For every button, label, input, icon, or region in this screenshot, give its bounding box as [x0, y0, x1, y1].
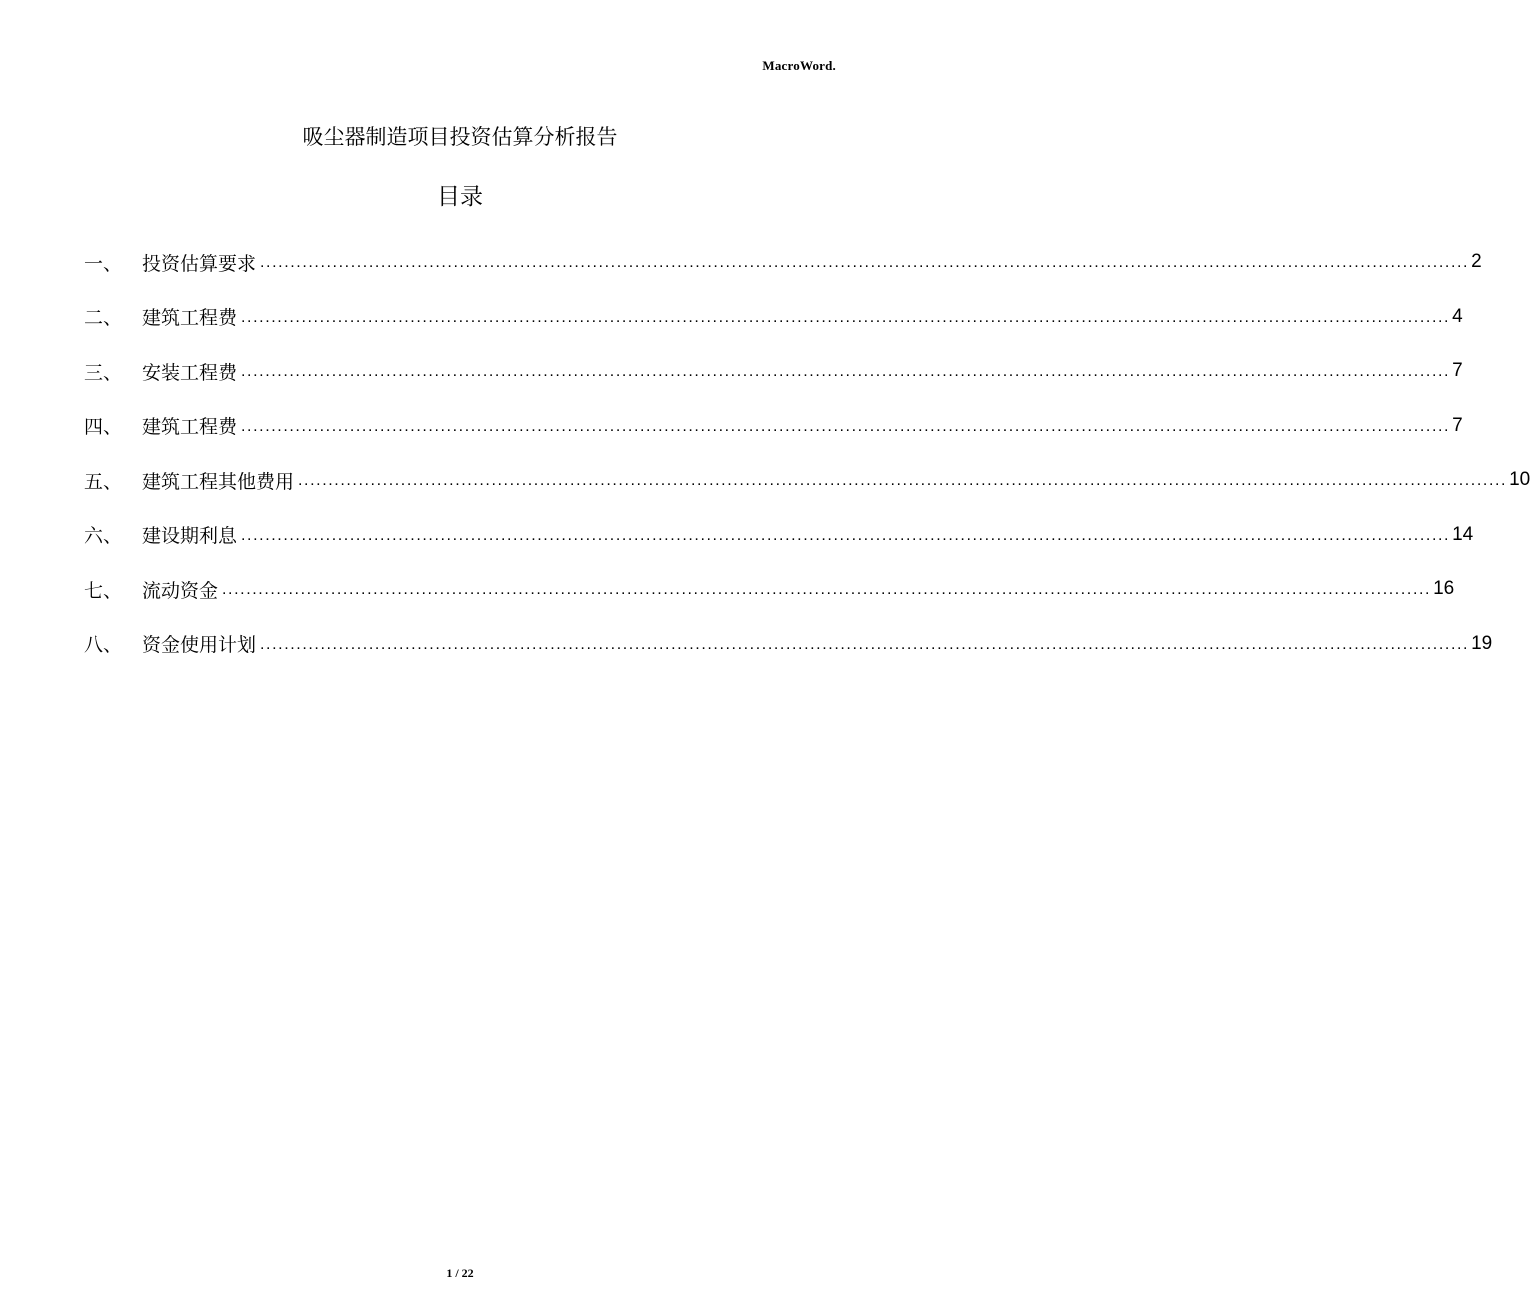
toc-entry-number: 四、	[84, 416, 123, 439]
toc-entry-page: 7	[1452, 360, 1463, 382]
toc-entry-page: 4	[1452, 305, 1463, 327]
toc-entry[interactable]	[84, 290, 1463, 345]
toc-entry-number: 八、	[84, 634, 123, 657]
toc-entry-page: 2	[1471, 251, 1482, 273]
toc-entry-number: 七、	[84, 579, 123, 602]
toc-dot-leader: ........................................................................................................................................................................................................	[241, 308, 1451, 326]
toc-entry-page: 10	[1509, 469, 1530, 491]
toc-entry-label: 建筑工程其他费用	[142, 470, 295, 493]
toc-entry-number: 五、	[84, 470, 123, 493]
toc-entry[interactable]	[84, 235, 1482, 290]
table-of-contents	[84, 235, 1530, 671]
toc-entry[interactable]	[84, 562, 1455, 617]
toc-entry-page: 7	[1452, 414, 1463, 436]
page-indicator: 1 / 22	[446, 1266, 474, 1280]
toc-entry-label: 安装工程费	[142, 361, 238, 384]
toc-entry-label: 投资估算要求	[142, 252, 257, 275]
document-title: 吸尘器制造项目投资估算分析报告	[302, 125, 618, 149]
toc-entry-label: 建设期利息	[142, 525, 238, 548]
header-brand: MacroWord.	[762, 58, 836, 73]
toc-dot-leader: ........................................................................................................................................................................................................	[260, 635, 1470, 653]
toc-entry-label: 资金使用计划	[142, 634, 257, 657]
toc-heading: 目录	[437, 184, 483, 210]
toc-entry-number: 三、	[84, 361, 123, 384]
toc-entry-label: 建筑工程费	[142, 307, 238, 330]
toc-dot-leader: ........................................................................................................................................................................................................	[241, 417, 1451, 435]
toc-entry-page: 14	[1452, 523, 1474, 545]
toc-entry-number: 二、	[84, 307, 123, 330]
toc-entry[interactable]	[84, 508, 1474, 563]
toc-dot-leader: ........................................................................................................................................................................................................	[222, 581, 1432, 599]
toc-entry-page: 19	[1471, 632, 1493, 654]
toc-entry-number: 一、	[84, 252, 123, 275]
toc-dot-leader: ........................................................................................................................................................................................................	[241, 363, 1451, 381]
toc-entry-label: 建筑工程费	[142, 416, 238, 439]
toc-entry[interactable]	[84, 617, 1493, 672]
toc-dot-leader: ........................................................................................................................................................................................................	[260, 254, 1470, 272]
toc-dot-leader: ........................................................................................................................................................................................................	[241, 526, 1451, 544]
toc-entry-label: 流动资金	[142, 579, 219, 602]
toc-entry[interactable]	[84, 453, 1530, 508]
toc-entry[interactable]	[84, 399, 1463, 454]
toc-entry-number: 六、	[84, 525, 123, 548]
toc-entry[interactable]	[84, 344, 1463, 399]
toc-dot-leader: ........................................................................................................................................................................................................	[298, 472, 1508, 490]
toc-entry-page: 16	[1433, 578, 1455, 600]
